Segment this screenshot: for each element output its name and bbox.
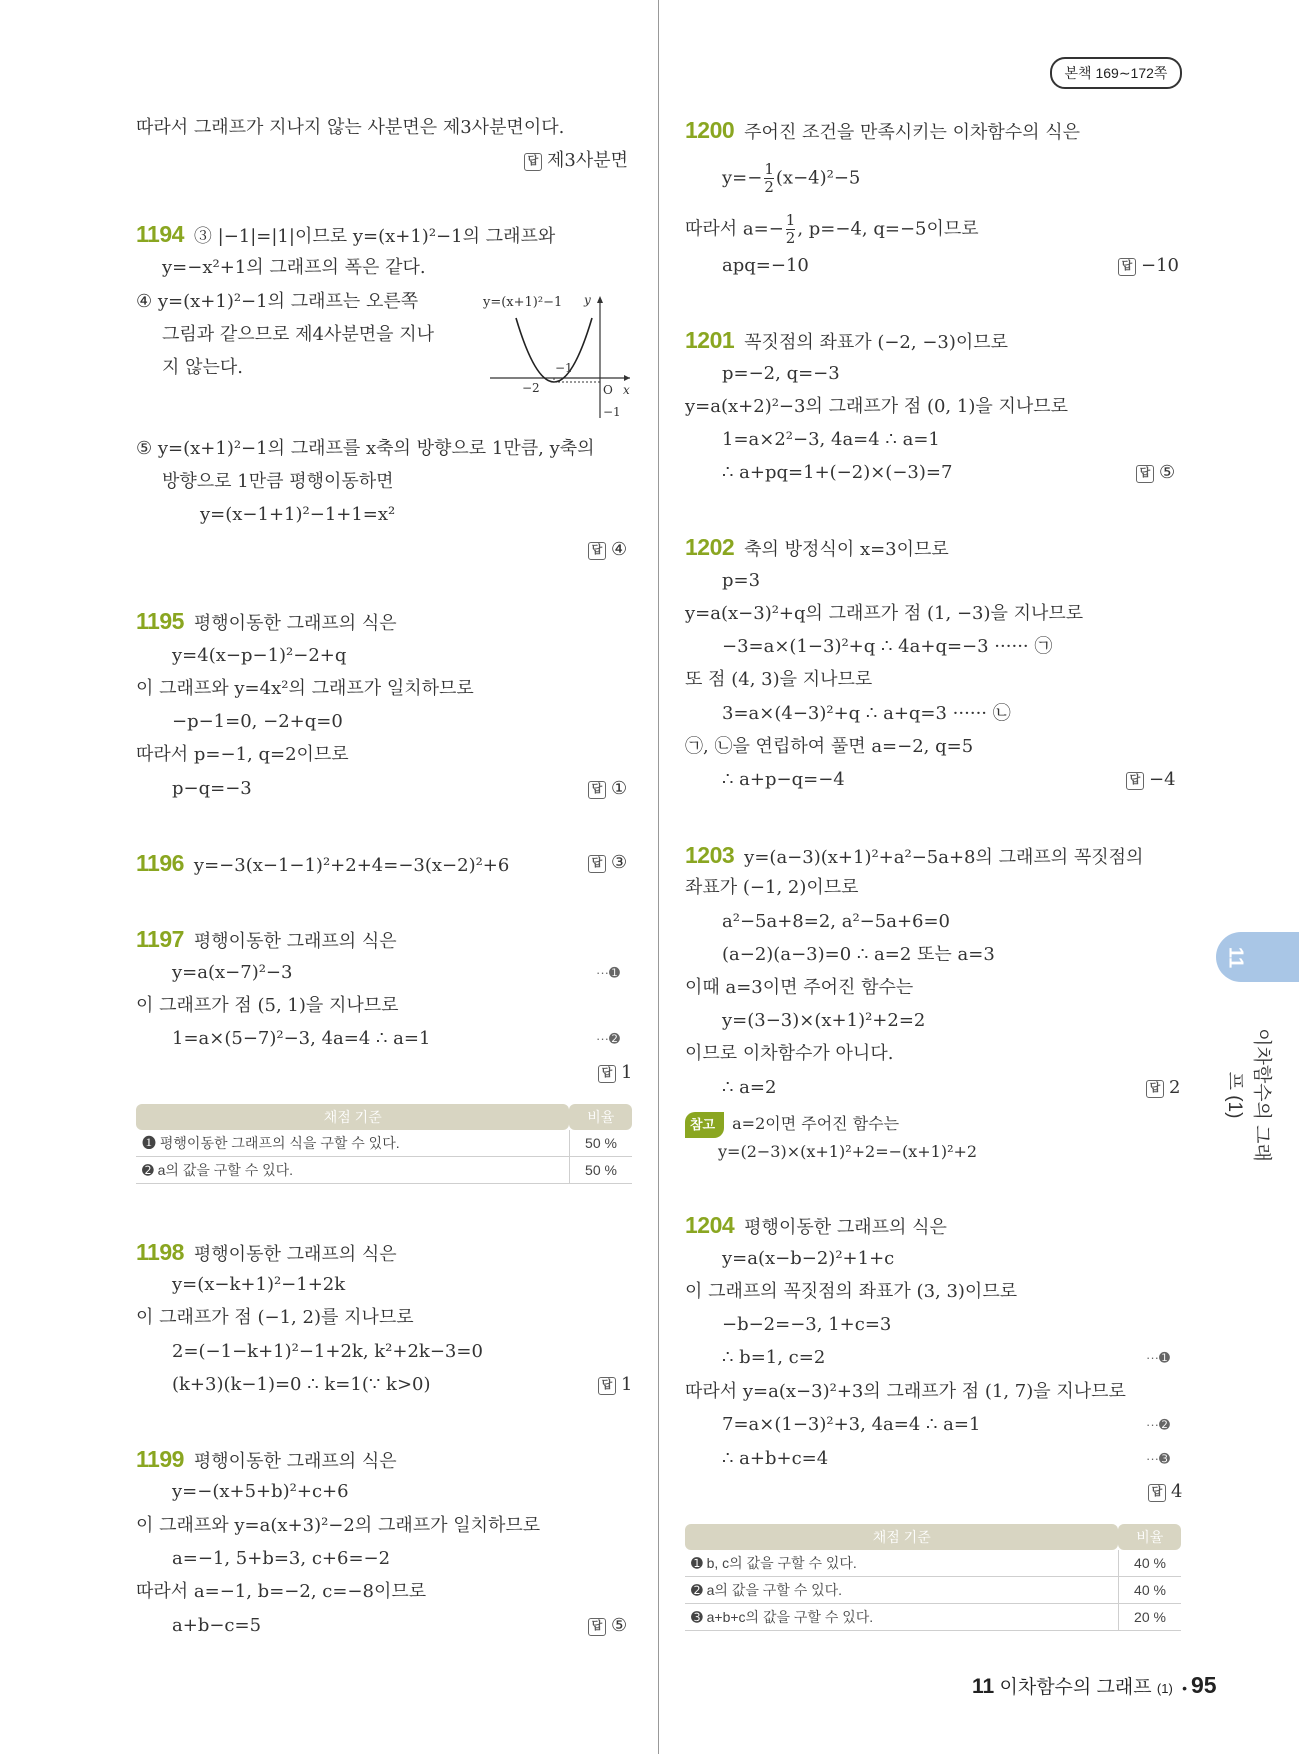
problem-1199-line2: y=−(x+5+b)²+c+6 [172,1481,349,1502]
problem-1194-line4: 그림과 같으므로 제4사분면을 지나 [162,324,435,345]
problem-1198-line1: 1198 평행이동한 그래프의 식은 [136,1239,397,1265]
problem-1204-line6: 따라서 y=a(x−3)²+3의 그래프가 점 (1, 7)을 지나므로 [685,1381,1126,1402]
x-axis-label: x [623,383,630,397]
problem-1198-line4: 2=(−1−k+1)²−1+2k, k²+2k−3=0 [172,1341,483,1362]
problem-1203-line5: 이때 a=3이면 주어진 함수는 [685,977,914,998]
problem-number: 1195 [136,608,184,634]
graph-equation-label: y=(x+1)²−1 [483,295,563,310]
table-row: ➋ a의 값을 구할 수 있다. 50 % [136,1157,632,1184]
problem-number: 1198 [136,1239,184,1265]
problem-number: 1199 [136,1446,184,1472]
answer-icon: 답 [1136,465,1154,483]
problem-1198-line2: y=(x−k+1)²−1+2k [172,1274,346,1295]
table-row: ➌ a+b+c의 값을 구할 수 있다. 20 % [685,1604,1181,1631]
answer-icon: 답 [1118,258,1136,276]
answer-icon: 답 [1146,1080,1164,1098]
problem-1195-line3: 이 그래프와 y=4x²의 그래프가 일치하므로 [136,678,474,699]
problem-1203-line1: 1203 y=(a−3)(x+1)²+a²−5a+8의 그래프의 꼭짓점의 [685,842,1144,868]
scoring-table-1204 [685,1524,1181,1631]
problem-1194-line3: ④ y=(x+1)²−1의 그래프는 오른쪽 [136,291,419,312]
problem-1202-line5: 또 점 (4, 3)을 지나므로 [685,669,873,690]
problem-number: 1201 [685,327,735,353]
problem-1200-line2: y=− $\frac{1}{2}$ (x−4)²−5 [722,160,861,196]
note-tag: 참고 [685,1112,724,1138]
problem-1201-line2: p=−2, q=−3 [722,363,840,384]
problem-1199-line4: a=−1, 5+b=3, c+6=−2 [172,1548,391,1569]
problem-1194-line8: y=(x−1+1)²−1+1=x² [200,504,396,525]
y-axis-arrow [597,296,603,303]
footer-chapter-sub: (1) [1156,1681,1173,1696]
answer-1200: 답 −10 [1118,254,1179,278]
problem-1203-line8: ∴ a=2 [722,1077,777,1098]
problem-1204-line7: 7=a×(1−3)²+3, 4a=4 ∴ a=1 [722,1414,981,1435]
chapter-side-number: 11 [1224,946,1247,969]
footer-chapter-number: 11 [972,1675,995,1698]
problem-number: 1202 [685,534,735,560]
table-row: ➋ a의 값을 구할 수 있다. 40 % [685,1577,1181,1604]
answer-1197: 답 1 [598,1061,632,1085]
problem-1202-line3: y=a(x−3)²+q의 그래프가 점 (1, −3)을 지나므로 [685,603,1084,624]
answer-1199: 답 ⑤ [588,1614,627,1638]
chapter-side-label: 이차함수의 그래프 (1) [1224,1028,1272,1162]
problem-1204-line1: 1204 평행이동한 그래프의 식은 [685,1212,947,1238]
problem-1204-line3: 이 그래프의 꼭짓점의 좌표가 (3, 3)이므로 [685,1281,1018,1302]
table-header-ratio: 비율 [1118,1524,1181,1550]
answer-icon: 답 [524,153,542,171]
problem-1195-line4: −p−1=0, −2+q=0 [172,711,343,732]
page-number: 95 [1190,1672,1217,1698]
problem-number: 1203 [685,842,735,868]
problem-1204-line5: ∴ b=1, c=2 [722,1347,826,1368]
problem-1202-line4: −3=a×(1−3)²+q ∴ 4a+q=−3 ······ ㉠ [722,636,1053,657]
problem-1201-line5: ∴ a+pq=1+(−2)×(−3)=7 [722,462,953,483]
problem-1194-line1: 1194 ③ |−1|=|1|이므로 y=(x+1)²−1의 그래프와 [136,221,556,247]
problem-1198-line5: (k+3)(k−1)=0 ∴ k=1(∵ k>0) [172,1374,431,1395]
table-row: ➊ 평행이동한 그래프의 식을 구할 수 있다. 50 % [136,1130,632,1157]
answer-1201: 답 ⑤ [1136,461,1175,485]
vertex-y-label: −1 [603,405,621,419]
answer-1196: 답 ③ [588,851,627,875]
problem-1203-line6: y=(3−3)×(x+1)²+2=2 [722,1010,926,1031]
note-1203: 참고 a=2이면 주어진 함수는 [685,1112,899,1138]
problem-1199-line5: 따라서 a=−1, b=−2, c=−8이므로 [136,1581,427,1602]
answer-1198: 답 1 [598,1373,632,1397]
problem-1199-line1: 1199 평행이동한 그래프의 식은 [136,1446,397,1472]
problem-1203-line3: a²−5a+8=2, a²−5a+6=0 [722,911,951,932]
origin-label: O [603,383,613,397]
table-header-criteria: 채점 기준 [685,1524,1118,1550]
problem-1197-line1: 1197 평행이동한 그래프의 식은 [136,926,397,952]
step-marker-2: ···➋ [1146,1417,1170,1432]
step-marker-1: ···➊ [1146,1350,1170,1365]
problem-1195-line5: 따라서 p=−1, q=2이므로 [136,744,349,765]
problem-1204-line8: ∴ a+b+c=4 [722,1448,829,1469]
problem-1202-line6: 3=a×(4−3)²+q ∴ a+q=3 ······ ㉡ [722,703,1011,724]
problem-1201-line3: y=a(x+2)²−3의 그래프가 점 (0, 1)을 지나므로 [685,396,1069,417]
footer-bullet: • [1182,1680,1187,1696]
problem-1203-line2: 좌표가 (−1, 2)이므로 [685,877,859,898]
problem-1202-line2: p=3 [722,570,761,591]
problem-1197-line4: 1=a×(5−7)²−3, 4a=4 ∴ a=1 [172,1028,431,1049]
table-header-criteria: 채점 기준 [136,1104,569,1130]
problem-1202-line7: ㉠, ㉡을 연립하여 풀면 a=−2, q=5 [685,736,974,757]
x-axis-arrow [624,375,630,381]
fraction-one-half: $\frac{1}{2}$ [764,160,774,196]
problem-1195-line6: p−q=−3 [172,778,252,799]
page-footer [972,1672,1217,1699]
fraction-one-half: $\frac{1}{2}$ [785,211,796,247]
problem-1195-line2: y=4(x−p−1)²−2+q [172,645,347,666]
tick-minus1-x-label: −1 [555,361,573,375]
problem-1199-line3: 이 그래프와 y=a(x+3)²−2의 그래프가 일치하므로 [136,1515,541,1536]
scoring-table-1197 [136,1104,632,1184]
table-row: ➊ b, c의 값을 구할 수 있다. 40 % [685,1550,1181,1577]
problem-1198-line3: 이 그래프가 점 (−1, 2)를 지나므로 [136,1307,414,1328]
answer-icon: 답 [598,1377,616,1395]
answer-icon: 답 [1148,1484,1166,1502]
answer-1194: 답 ④ [588,538,627,562]
intro-line: 따라서 그래프가 지나지 않는 사분면은 제3사분면이다. [136,117,565,138]
step-marker-3: ···➌ [1146,1451,1170,1466]
textbook-reference-badge: 본책 169∼172쪽 [1050,57,1182,89]
problem-1199-line6: a+b−c=5 [172,1615,262,1636]
parabola-graph [480,288,640,428]
problem-number: 1200 [685,117,735,143]
problem-number: 1194 [136,221,184,247]
y-axis-label: y [584,293,591,307]
answer-1202: 답 −4 [1126,768,1176,792]
table-header-ratio: 비율 [569,1104,632,1130]
answer-icon: 답 [598,1065,616,1083]
problem-1196-line1: 1196 y=−3(x−1−1)²+2+4=−3(x−2)²+6 [136,850,510,876]
footer-chapter-title: 이차함수의 그래프 [999,1677,1152,1698]
answer-icon: 답 [1126,772,1144,790]
problem-1204-line2: y=a(x−b−2)²+1+c [722,1248,895,1269]
problem-1201-line1: 1201 꼭짓점의 좌표가 (−2, −3)이므로 [685,327,1009,353]
answer-icon: 답 [588,1618,606,1636]
problem-1203-line4: (a−2)(a−3)=0 ∴ a=2 또는 a=3 [722,944,995,965]
problem-1194-line7: 방향으로 1만큼 평행이동하면 [162,471,394,492]
parabola-curve [516,318,592,382]
answer-icon: 답 [588,542,606,560]
answer-icon: 답 [588,781,606,799]
problem-1200-line3: 따라서 a=− $\frac{1}{2}$ , p=−4, q=−5이므로 [685,211,979,247]
note-1203-line2: y=(2−3)×(x+1)²+2=−(x+1)²+2 [718,1142,978,1161]
answer-icon: 답 [588,855,606,873]
problem-1204-line4: −b−2=−3, 1+c=3 [722,1314,892,1335]
problem-1194-line5: 지 않는다. [162,357,243,378]
problem-1201-line4: 1=a×2²−3, 4a=4 ∴ a=1 [722,429,940,450]
problem-1202-line8: ∴ a+p−q=−4 [722,769,845,790]
column-divider [658,0,659,1754]
step-marker-1: ···➊ [596,965,620,980]
answer-1204: 답 4 [1148,1480,1182,1504]
answer-intro: 답 제3사분면 [524,149,628,173]
problem-1200-line1: 1200 주어진 조건을 만족시키는 이차함수의 식은 [685,117,1081,143]
problem-1195-line1: 1195 평행이동한 그래프의 식은 [136,608,397,634]
problem-1194-line2: y=−x²+1의 그래프의 폭은 같다. [162,257,426,278]
tick-minus2-label: −2 [522,381,540,395]
problem-1203-line7: 이므로 이차함수가 아니다. [685,1043,894,1064]
answer-1195: 답 ① [588,777,627,801]
problem-1202-line1: 1202 축의 방정식이 x=3이므로 [685,534,949,560]
problem-number: 1196 [136,850,184,876]
answer-1203: 답 2 [1146,1076,1180,1100]
problem-1197-line2: y=a(x−7)²−3 [172,962,293,983]
problem-1194-line6: ⑤ y=(x+1)²−1의 그래프를 x축의 방향으로 1만큼, y축의 [136,438,595,459]
problem-1197-line3: 이 그래프가 점 (5, 1)을 지나므로 [136,995,399,1016]
step-marker-2: ···➋ [596,1031,620,1046]
problem-1200-line4: apq=−10 [722,255,809,276]
problem-number: 1197 [136,926,184,952]
problem-number: 1204 [685,1212,735,1238]
